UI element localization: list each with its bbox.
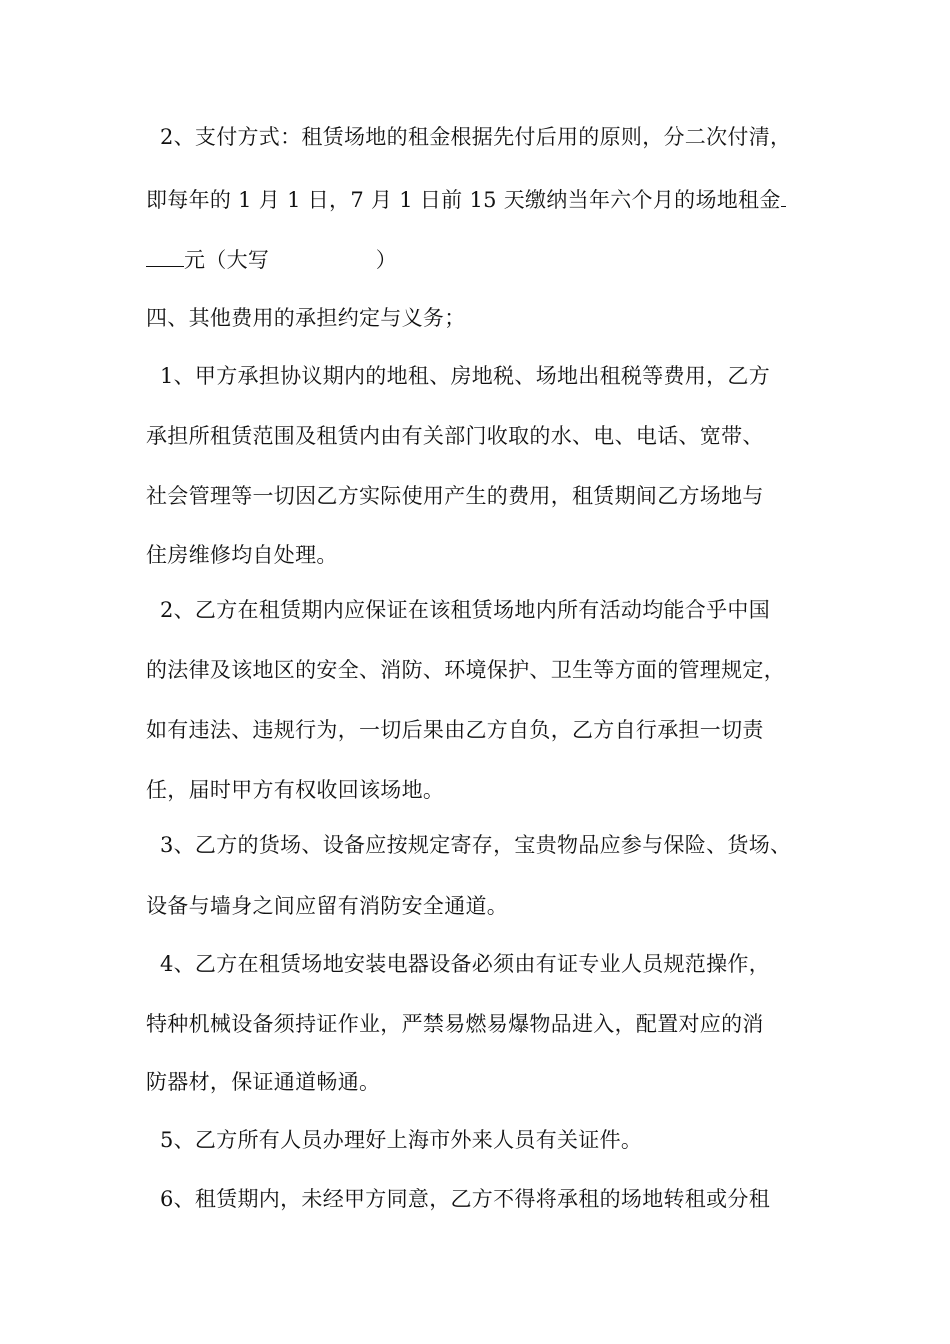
text-segment: 元（大写 ） [184,248,397,272]
text-line: 社会管理等一切因乙方实际使用产生的费用，租赁期间乙方场地与 [146,484,764,508]
text-segment: 即每年的 1 月 1 日，7 月 1 日前 15 天缴纳当年六个月的场地租金 [146,188,781,212]
text-line: 特种机械设备须持证作业，严禁易燃易爆物品进入，配置对应的消 [146,1012,764,1036]
text-line: 2、乙方在租赁期内应保证在该租赁场地内所有活动均能合乎中国 [146,598,771,622]
text-line: 5、乙方所有人员办理好上海市外来人员有关证件。 [146,1128,643,1152]
text-line: 3、乙方的货场、设备应按规定寄存，宝贵物品应参与保险、货场、 [146,833,792,857]
text-line: 如有违法、违规行为，一切后果由乙方自负，乙方自行承担一切责 [146,718,764,742]
text-line: 住房维修均自处理。 [146,543,338,567]
blank-underline [781,184,786,207]
blank-underline [146,244,184,267]
text-line: 4、乙方在租赁场地安装电器设备必须由有证专业人员规范操作， [146,952,771,976]
text-line: 设备与墙身之间应留有消防安全通道。 [146,894,509,918]
text-line: 承担所租赁范围及租赁内由有关部门收取的水、电、电话、宽带、 [146,424,764,448]
text-line [146,244,846,274]
text-line: 2、支付方式：租赁场地的租金根据先付后用的原则，分二次付清， [146,125,792,149]
text-line: 1、甲方承担协议期内的地租、房地税、场地出租税等费用，乙方 [146,364,771,388]
text-line: 的法律及该地区的安全、消防、环境保护、卫生等方面的管理规定， [146,658,785,682]
text-line: 任，届时甲方有权收回该场地。 [146,778,445,802]
text-line [146,184,846,214]
text-line: 6、租赁期内，未经甲方同意，乙方不得将承租的场地转租或分租 [146,1187,771,1211]
section-heading: 四、其他费用的承担约定与义务； [146,306,466,330]
text-line: 防器材，保证通道畅通。 [146,1070,381,1094]
